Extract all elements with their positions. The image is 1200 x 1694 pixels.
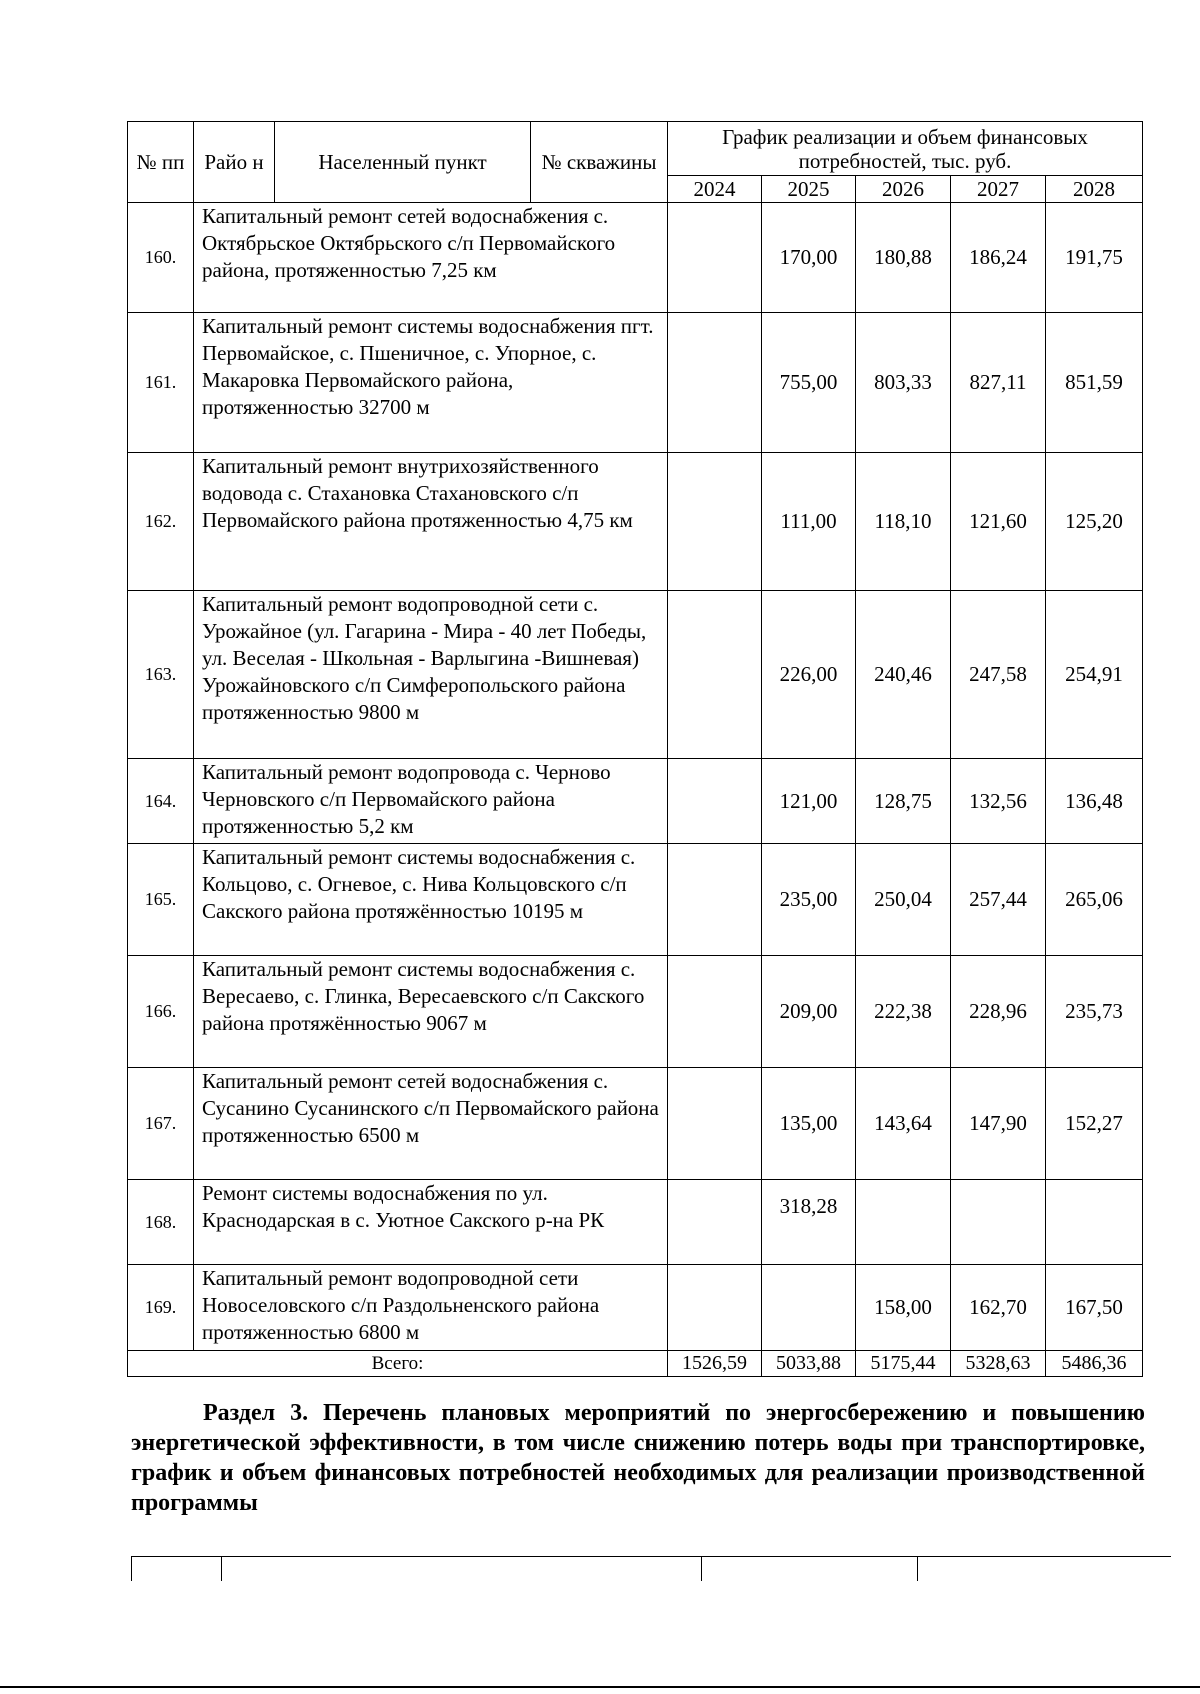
header-year: 2024 <box>668 176 762 203</box>
row-value-2026: 143,64 <box>856 1068 951 1180</box>
row-value-2025: 226,00 <box>762 591 856 759</box>
next-table-stub <box>131 1556 1171 1581</box>
total-value-2027: 5328,63 <box>951 1351 1046 1377</box>
row-value-2025: 170,00 <box>762 203 856 313</box>
header-district: Райо н <box>194 122 275 203</box>
row-value-2027: 228,96 <box>951 956 1046 1068</box>
row-value-2028 <box>1046 1180 1143 1265</box>
row-description: Капитальный ремонт сетей водоснабжения с. Октябрьское Октябрьского с/п Первомайского района, протяженностью 7,25 км <box>194 203 668 313</box>
table-row <box>128 313 1143 453</box>
section-word: Раздел <box>203 1400 276 1426</box>
row-value-2027: 121,60 <box>951 453 1046 591</box>
row-value-2026: 158,00 <box>856 1265 951 1351</box>
row-value-2028: 851,59 <box>1046 313 1143 453</box>
row-description: Капитальный ремонт водопровода с. Черново Черновского с/п Первомайского района протяженностью 5,2 км <box>194 759 668 844</box>
row-value-2024 <box>668 1265 762 1351</box>
header-locality: Населенный пункт <box>275 122 531 203</box>
row-value-2025: 209,00 <box>762 956 856 1068</box>
row-value-2026: 222,38 <box>856 956 951 1068</box>
row-number: 166. <box>128 956 194 1068</box>
row-number: 164. <box>128 759 194 844</box>
header-schedule: График реализации и объем финансовых потребностей, тыс. руб. <box>668 122 1143 176</box>
row-description: Капитальный ремонт сетей водоснабжения с. Сусанино Сусанинского с/п Первомайского района протяженностью 6500 м <box>194 1068 668 1180</box>
row-value-2024 <box>668 453 762 591</box>
row-value-2026: 803,33 <box>856 313 951 453</box>
header-year: 2025 <box>762 176 856 203</box>
row-value-2024 <box>668 313 762 453</box>
row-value-2027: 162,70 <box>951 1265 1046 1351</box>
row-value-2024 <box>668 844 762 956</box>
row-value-2025 <box>762 1265 856 1351</box>
header-year: 2028 <box>1046 176 1143 203</box>
row-value-2024 <box>668 1180 762 1265</box>
row-value-2025: 755,00 <box>762 313 856 453</box>
row-value-2025: 318,28 <box>762 1180 856 1265</box>
row-number: 169. <box>128 1265 194 1351</box>
section-heading <box>131 1398 1145 1518</box>
section-text: 3. Перечень плановых мероприятий по энергосбережению и повышению энергетической эффективности, в том числе снижению потерь воды при транспортировке, график и объем финансовых потребностей необходимых для реализации производственной программы <box>131 1400 1146 1516</box>
row-number: 161. <box>128 313 194 453</box>
table-row <box>128 1068 1143 1180</box>
row-value-2026 <box>856 1180 951 1265</box>
stub-divider <box>131 1557 132 1581</box>
row-value-2027: 827,11 <box>951 313 1046 453</box>
row-value-2028: 254,91 <box>1046 591 1143 759</box>
row-value-2026: 250,04 <box>856 844 951 956</box>
row-number: 160. <box>128 203 194 313</box>
row-value-2027: 132,56 <box>951 759 1046 844</box>
row-value-2026: 128,75 <box>856 759 951 844</box>
row-value-2028: 167,50 <box>1046 1265 1143 1351</box>
table-row <box>128 759 1143 844</box>
stub-divider <box>221 1557 222 1581</box>
total-value-2024: 1526,59 <box>668 1351 762 1377</box>
total-row <box>128 1351 1143 1377</box>
row-value-2027: 186,24 <box>951 203 1046 313</box>
row-value-2024 <box>668 1068 762 1180</box>
table-row <box>128 453 1143 591</box>
table-row <box>128 956 1143 1068</box>
row-value-2025: 121,00 <box>762 759 856 844</box>
row-description: Капитальный ремонт системы водоснабжения с. Кольцово, с. Огневое, с. Нива Кольцовского с/п Сакского района протяжённостью 10195 м <box>194 844 668 956</box>
row-description: Ремонт системы водоснабжения по ул. Краснодарская в с. Уютное Сакского р-на РК <box>194 1180 668 1265</box>
row-number: 163. <box>128 591 194 759</box>
row-value-2024 <box>668 591 762 759</box>
table-row <box>128 591 1143 759</box>
table-row <box>128 1180 1143 1265</box>
row-value-2028: 152,27 <box>1046 1068 1143 1180</box>
row-value-2028: 125,20 <box>1046 453 1143 591</box>
total-value-2025: 5033,88 <box>762 1351 856 1377</box>
row-description: Капитальный ремонт водопроводной сети Новоселовского с/п Раздольненского района протяженностью 6800 м <box>194 1265 668 1351</box>
row-value-2025: 235,00 <box>762 844 856 956</box>
row-value-2028: 136,48 <box>1046 759 1143 844</box>
row-value-2025: 135,00 <box>762 1068 856 1180</box>
row-value-2024 <box>668 759 762 844</box>
row-number: 167. <box>128 1068 194 1180</box>
row-description: Капитальный ремонт системы водоснабжения пгт. Первомайское, с. Пшеничное, с. Упорное, с. Макаровка Первомайского района, протяженностью 32700 м <box>194 313 668 453</box>
row-value-2027 <box>951 1180 1046 1265</box>
row-value-2027: 247,58 <box>951 591 1046 759</box>
row-number: 162. <box>128 453 194 591</box>
header-well: № скважины <box>531 122 668 203</box>
row-value-2028: 235,73 <box>1046 956 1143 1068</box>
table-row <box>128 844 1143 956</box>
row-value-2028: 265,06 <box>1046 844 1143 956</box>
total-value-2028: 5486,36 <box>1046 1351 1143 1377</box>
header-year: 2027 <box>951 176 1046 203</box>
row-value-2028: 191,75 <box>1046 203 1143 313</box>
table-row <box>128 203 1143 313</box>
row-value-2027: 147,90 <box>951 1068 1046 1180</box>
row-value-2024 <box>668 203 762 313</box>
total-label: Всего: <box>128 1351 668 1377</box>
row-description: Капитальный ремонт внутрихозяйственного водовода с. Стахановка Стахановского с/п Первомайского района протяженностью 4,75 км <box>194 453 668 591</box>
table-row <box>128 1265 1143 1351</box>
row-value-2026: 240,46 <box>856 591 951 759</box>
stub-divider <box>917 1557 918 1581</box>
row-number: 165. <box>128 844 194 956</box>
row-description: Капитальный ремонт системы водоснабжения с. Вересаево, с. Глинка, Вересаевского с/п Сакского района протяжённостью 9067 м <box>194 956 668 1068</box>
row-value-2026: 118,10 <box>856 453 951 591</box>
row-description: Капитальный ремонт водопроводной сети с. Урожайное (ул. Гагарина - Мира - 40 лет Победы, ул. Веселая - Школьная - Варлыгина -Вишневая) Урожайновского с/п Симферопольского района протяженностью 9800 м <box>194 591 668 759</box>
page-bottom-rule <box>0 1686 1200 1688</box>
row-value-2025: 111,00 <box>762 453 856 591</box>
row-value-2026: 180,88 <box>856 203 951 313</box>
row-value-2024 <box>668 956 762 1068</box>
header-num: № пп <box>128 122 194 203</box>
investment-table <box>127 121 1143 1377</box>
row-value-2027: 257,44 <box>951 844 1046 956</box>
stub-divider <box>701 1557 702 1581</box>
row-number: 168. <box>128 1180 194 1265</box>
total-value-2026: 5175,44 <box>856 1351 951 1377</box>
header-year: 2026 <box>856 176 951 203</box>
